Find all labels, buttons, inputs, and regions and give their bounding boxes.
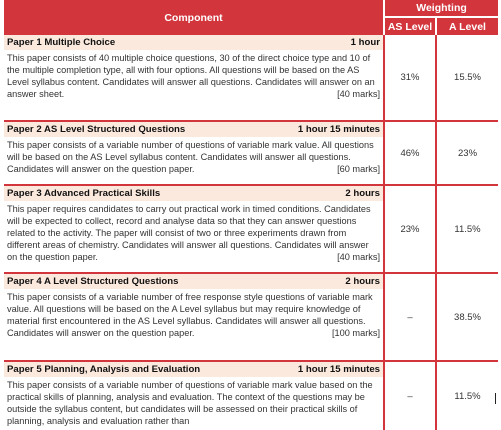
paper-title-bar — [4, 122, 383, 137]
paper-title: Paper 5 Planning, Analysis and Evaluation — [7, 364, 201, 375]
component-cell — [4, 35, 384, 121]
paper-marks: [60 marks] — [337, 164, 380, 175]
as-level-weight: – — [384, 361, 436, 430]
paper-description-text: This paper consists of 40 multiple choice questions, 30 of the direct choice type and 10 of the multiple completion type, all with four options. All questions will be based on the AS Level syllabus content. Candidates will answer all questions. Candidates will answer on an answer sheet. — [7, 53, 375, 100]
paper-duration: 2 hours — [345, 188, 380, 199]
paper-description — [4, 377, 383, 428]
a-level-weight: 23% — [436, 121, 498, 185]
paper-description-text: This paper consists of a variable number of free response style questions of variable mark value. All questions will be based on the A Level syllabus but may require knowledge of material first encountered in the AS Level syllabus. Candidates will answer all questions. Candidates will answer on the question paper. — [7, 292, 373, 339]
paper-description — [4, 137, 383, 176]
a-level-weight: 11.5% — [436, 185, 498, 273]
paper-title: Paper 2 AS Level Structured Questions — [7, 124, 186, 135]
as-level-header: AS Level — [384, 17, 436, 35]
paper-marks: [100 marks] — [332, 328, 380, 339]
text-cursor — [495, 393, 496, 404]
paper-title-bar — [4, 362, 383, 377]
paper-marks: [40 marks] — [337, 89, 380, 100]
paper-title: Paper 1 Multiple Choice — [7, 37, 116, 48]
as-level-weight: 31% — [384, 35, 436, 121]
a-level-weight: 15.5% — [436, 35, 498, 121]
paper-duration: 1 hour — [350, 37, 380, 48]
a-level-weight: 38.5% — [436, 273, 498, 361]
as-level-weight: 23% — [384, 185, 436, 273]
paper-marks: [40 marks] — [337, 252, 380, 263]
weighting-header: Weighting — [384, 0, 498, 17]
paper-description-text: This paper consists of a variable number of questions of variable mark value based on the practical skills of planning, analysis and evaluation. The context of the questions may be outside the syllabus content, but candidates will be assessed on their practical skills of planning, analysis and evaluation rather than — [7, 380, 373, 427]
as-level-weight: 46% — [384, 121, 436, 185]
table-row-paper-1 — [4, 35, 498, 121]
paper-description-text: This paper requires candidates to carry out practical work in timed conditions. Candidates will be expected to collect, record and analyse data so that they can answer questions related to the activity. The paper will consist of two or three experiments drawn from different areas of chemistry. Candidates will answer all questions. Candidates will answer on the question paper. — [7, 204, 371, 263]
component-cell — [4, 121, 384, 185]
paper-description — [4, 201, 383, 264]
paper-title: Paper 4 A Level Structured Questions — [7, 276, 179, 287]
component-header: Component — [4, 0, 384, 35]
table-row-paper-3 — [4, 185, 498, 273]
paper-duration: 2 hours — [345, 276, 380, 287]
table-row-paper-4 — [4, 273, 498, 361]
component-cell — [4, 361, 384, 430]
a-level-header: A Level — [436, 17, 498, 35]
component-cell — [4, 185, 384, 273]
assessment-table — [4, 0, 498, 430]
a-level-weight: 11.5% — [454, 390, 481, 402]
paper-title-bar — [4, 186, 383, 201]
paper-description — [4, 50, 383, 101]
paper-title: Paper 3 Advanced Practical Skills — [7, 188, 161, 199]
table-row-paper-5 — [4, 361, 498, 430]
paper-title-bar — [4, 274, 383, 289]
component-cell — [4, 273, 384, 361]
paper-description — [4, 289, 383, 340]
paper-duration: 1 hour 15 minutes — [297, 364, 380, 375]
as-level-weight: – — [384, 273, 436, 361]
table-row-paper-2 — [4, 121, 498, 185]
paper-title-bar — [4, 35, 383, 50]
paper-duration: 1 hour 15 minutes — [297, 124, 380, 135]
paper-description-text: This paper consists of a variable number of questions of variable mark value. All questions will be based on the AS Level syllabus content. Candidates will answer all questions. Candidates will answer on the question paper. — [7, 140, 374, 175]
